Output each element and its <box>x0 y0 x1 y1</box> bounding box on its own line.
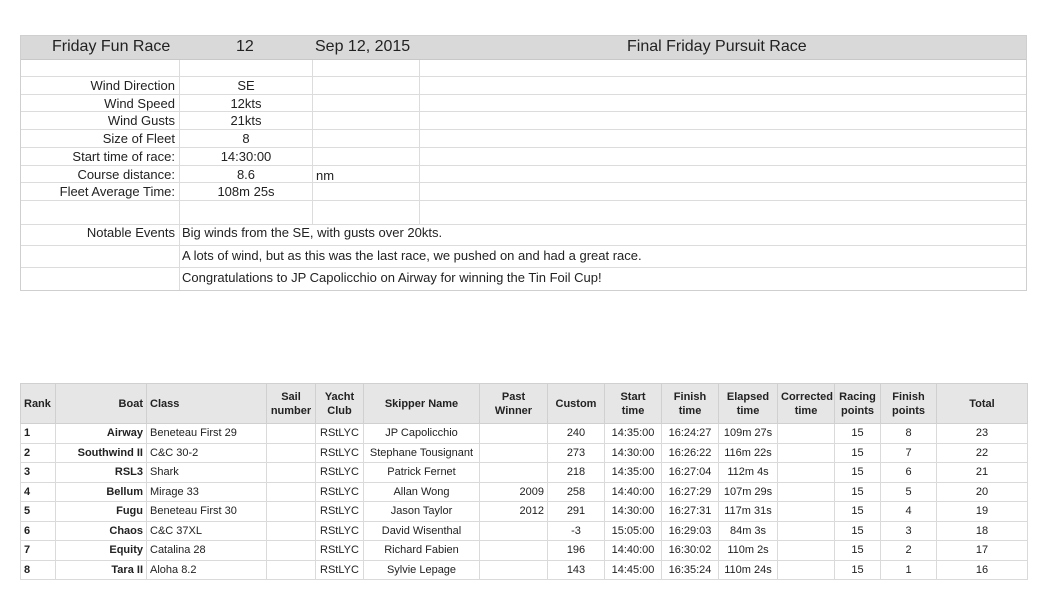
table-row <box>21 424 1028 444</box>
cell-rank: 6 <box>21 521 56 541</box>
col-header-class: Class <box>147 384 267 424</box>
cell-sail-number <box>267 443 316 463</box>
notable-event-line: Congratulations to JP Capolicchio on Airway for winning the Tin Foil Cup! <box>182 270 602 285</box>
cell-skipper: Sylvie Lepage <box>364 560 480 580</box>
notable-events-label: Notable Events <box>86 225 175 240</box>
cell-yacht-club: RStLYC <box>316 482 364 502</box>
cell-rank: 8 <box>21 560 56 580</box>
cell-skipper: Patrick Fernet <box>364 463 480 483</box>
cell-elapsed-time: 110m 24s <box>719 560 778 580</box>
wind-speed-label: Wind Speed <box>104 96 175 111</box>
cell-skipper: Allan Wong <box>364 482 480 502</box>
cell-finish-time: 16:29:03 <box>662 521 719 541</box>
cell-custom: 196 <box>548 541 605 561</box>
col-header-sail-number: Sail number <box>267 384 316 424</box>
cell-start-time: 14:35:00 <box>605 424 662 444</box>
cell-corrected-time <box>778 521 835 541</box>
cell-elapsed-time: 117m 31s <box>719 502 778 522</box>
notable-event-line: A lots of wind, but as this was the last race, we pushed on and had a great race. <box>182 248 642 263</box>
cell-boat: RSL3 <box>56 463 147 483</box>
cell-start-time: 14:30:00 <box>605 502 662 522</box>
table-row <box>21 482 1028 502</box>
cell-past-winner <box>480 521 548 541</box>
cell-corrected-time <box>778 443 835 463</box>
wind-direction-label: Wind Direction <box>90 78 175 93</box>
cell-past-winner <box>480 560 548 580</box>
cell-boat: Southwind II <box>56 443 147 463</box>
cell-finish-points: 3 <box>881 521 937 541</box>
col-header-skipper: Skipper Name <box>364 384 480 424</box>
fleet-size-label: Size of Fleet <box>102 131 175 146</box>
cell-yacht-club: RStLYC <box>316 463 364 483</box>
race-number: 12 <box>236 38 254 55</box>
table-row <box>21 502 1028 522</box>
cell-class: C&C 30-2 <box>147 443 267 463</box>
cell-total: 17 <box>937 541 1028 561</box>
cell-class: Mirage 33 <box>147 482 267 502</box>
cell-total: 22 <box>937 443 1028 463</box>
wind-speed-value: 12kts <box>230 96 262 111</box>
cell-custom: 143 <box>548 560 605 580</box>
cell-total: 18 <box>937 521 1028 541</box>
cell-boat: Tara II <box>56 560 147 580</box>
cell-finish-time: 16:24:27 <box>662 424 719 444</box>
cell-corrected-time <box>778 482 835 502</box>
cell-racing-points: 15 <box>835 502 881 522</box>
cell-racing-points: 15 <box>835 424 881 444</box>
cell-finish-points: 8 <box>881 424 937 444</box>
cell-finish-time: 16:26:22 <box>662 443 719 463</box>
fleet-size-value: 8 <box>242 131 250 146</box>
cell-sail-number <box>267 482 316 502</box>
cell-sail-number <box>267 463 316 483</box>
cell-past-winner <box>480 443 548 463</box>
cell-start-time: 15:05:00 <box>605 521 662 541</box>
course-distance-value: 8.6 <box>236 167 256 182</box>
results-header-row <box>21 384 1028 424</box>
cell-custom: 291 <box>548 502 605 522</box>
cell-boat: Bellum <box>56 482 147 502</box>
cell-elapsed-time: 116m 22s <box>719 443 778 463</box>
cell-rank: 1 <box>21 424 56 444</box>
cell-sail-number <box>267 560 316 580</box>
cell-elapsed-time: 84m 3s <box>719 521 778 541</box>
cell-rank: 3 <box>21 463 56 483</box>
fleet-average-label: Fleet Average Time: <box>59 184 175 199</box>
results-body <box>21 424 1028 580</box>
cell-class: Shark <box>147 463 267 483</box>
cell-yacht-club: RStLYC <box>316 541 364 561</box>
race-header-row <box>21 36 1026 60</box>
cell-skipper: Stephane Tousignant <box>364 443 480 463</box>
wind-direction-value: SE <box>237 78 255 93</box>
cell-past-winner: 2012 <box>480 502 548 522</box>
col-header-boat: Boat <box>56 384 147 424</box>
race-name: Friday Fun Race <box>52 38 171 55</box>
cell-skipper: David Wisenthal <box>364 521 480 541</box>
cell-racing-points: 15 <box>835 463 881 483</box>
cell-total: 21 <box>937 463 1028 483</box>
cell-rank: 4 <box>21 482 56 502</box>
col-header-custom: Custom <box>548 384 605 424</box>
cell-total: 19 <box>937 502 1028 522</box>
cell-racing-points: 15 <box>835 541 881 561</box>
cell-elapsed-time: 109m 27s <box>719 424 778 444</box>
cell-past-winner: 2009 <box>480 482 548 502</box>
cell-racing-points: 15 <box>835 521 881 541</box>
course-distance-label: Course distance: <box>77 167 175 182</box>
cell-start-time: 14:40:00 <box>605 482 662 502</box>
cell-boat: Fugu <box>56 502 147 522</box>
cell-custom: 240 <box>548 424 605 444</box>
cell-start-time: 14:40:00 <box>605 541 662 561</box>
cell-start-time: 14:30:00 <box>605 443 662 463</box>
cell-elapsed-time: 110m 2s <box>719 541 778 561</box>
wind-gusts-label: Wind Gusts <box>107 113 175 128</box>
cell-custom: 273 <box>548 443 605 463</box>
col-header-rank: Rank <box>21 384 56 424</box>
cell-finish-points: 2 <box>881 541 937 561</box>
cell-class: Aloha 8.2 <box>147 560 267 580</box>
race-title: Final Friday Pursuit Race <box>627 38 807 55</box>
race-date: Sep 12, 2015 <box>315 38 411 55</box>
cell-boat: Equity <box>56 541 147 561</box>
cell-start-time: 14:45:00 <box>605 560 662 580</box>
cell-total: 23 <box>937 424 1028 444</box>
col-header-past-winner: Past Winner <box>480 384 548 424</box>
cell-finish-points: 7 <box>881 443 937 463</box>
cell-sail-number <box>267 424 316 444</box>
cell-racing-points: 15 <box>835 482 881 502</box>
wind-gusts-value: 21kts <box>230 113 262 128</box>
cell-sail-number <box>267 541 316 561</box>
cell-start-time: 14:35:00 <box>605 463 662 483</box>
cell-rank: 2 <box>21 443 56 463</box>
cell-yacht-club: RStLYC <box>316 443 364 463</box>
col-header-finish-time: Finish time <box>662 384 719 424</box>
col-header-racing-points: Racing points <box>835 384 881 424</box>
col-header-finish-points: Finish points <box>881 384 937 424</box>
cell-skipper: JP Capolicchio <box>364 424 480 444</box>
table-row <box>21 560 1028 580</box>
cell-class: Beneteau First 29 <box>147 424 267 444</box>
notable-event-line: Big winds from the SE, with gusts over 20kts. <box>182 225 443 240</box>
cell-racing-points: 15 <box>835 560 881 580</box>
table-row <box>21 463 1028 483</box>
race-summary-sheet <box>20 35 1027 291</box>
cell-finish-points: 5 <box>881 482 937 502</box>
cell-yacht-club: RStLYC <box>316 502 364 522</box>
cell-elapsed-time: 107m 29s <box>719 482 778 502</box>
cell-finish-points: 6 <box>881 463 937 483</box>
start-time-label: Start time of race: <box>72 149 175 164</box>
cell-custom: 218 <box>548 463 605 483</box>
cell-racing-points: 15 <box>835 443 881 463</box>
col-header-start-time: Start time <box>605 384 662 424</box>
cell-yacht-club: RStLYC <box>316 560 364 580</box>
cell-corrected-time <box>778 463 835 483</box>
cell-class: Beneteau First 30 <box>147 502 267 522</box>
cell-corrected-time <box>778 424 835 444</box>
cell-finish-points: 1 <box>881 560 937 580</box>
cell-rank: 5 <box>21 502 56 522</box>
course-distance-unit: nm <box>316 168 335 183</box>
cell-corrected-time <box>778 502 835 522</box>
table-row <box>21 521 1028 541</box>
cell-past-winner <box>480 541 548 561</box>
cell-finish-time: 16:27:31 <box>662 502 719 522</box>
cell-finish-time: 16:27:29 <box>662 482 719 502</box>
cell-total: 16 <box>937 560 1028 580</box>
cell-sail-number <box>267 521 316 541</box>
col-header-total: Total <box>937 384 1028 424</box>
cell-yacht-club: RStLYC <box>316 424 364 444</box>
col-header-elapsed-time: Elapsed time <box>719 384 778 424</box>
results-table <box>20 383 1028 580</box>
cell-skipper: Jason Taylor <box>364 502 480 522</box>
cell-boat: Airway <box>56 424 147 444</box>
col-header-corrected-time: Corrected time <box>778 384 835 424</box>
col-header-yacht-club: Yacht Club <box>316 384 364 424</box>
start-time-value: 14:30:00 <box>220 149 272 164</box>
cell-custom: -3 <box>548 521 605 541</box>
fleet-average-value: 108m 25s <box>217 184 275 199</box>
cell-class: C&C 37XL <box>147 521 267 541</box>
cell-sail-number <box>267 502 316 522</box>
table-row <box>21 541 1028 561</box>
cell-corrected-time <box>778 541 835 561</box>
cell-corrected-time <box>778 560 835 580</box>
cell-past-winner <box>480 424 548 444</box>
cell-finish-time: 16:30:02 <box>662 541 719 561</box>
cell-finish-time: 16:27:04 <box>662 463 719 483</box>
cell-finish-time: 16:35:24 <box>662 560 719 580</box>
cell-boat: Chaos <box>56 521 147 541</box>
cell-rank: 7 <box>21 541 56 561</box>
cell-skipper: Richard Fabien <box>364 541 480 561</box>
cell-past-winner <box>480 463 548 483</box>
cell-class: Catalina 28 <box>147 541 267 561</box>
table-row <box>21 443 1028 463</box>
cell-finish-points: 4 <box>881 502 937 522</box>
cell-elapsed-time: 112m 4s <box>719 463 778 483</box>
cell-yacht-club: RStLYC <box>316 521 364 541</box>
cell-custom: 258 <box>548 482 605 502</box>
cell-total: 20 <box>937 482 1028 502</box>
